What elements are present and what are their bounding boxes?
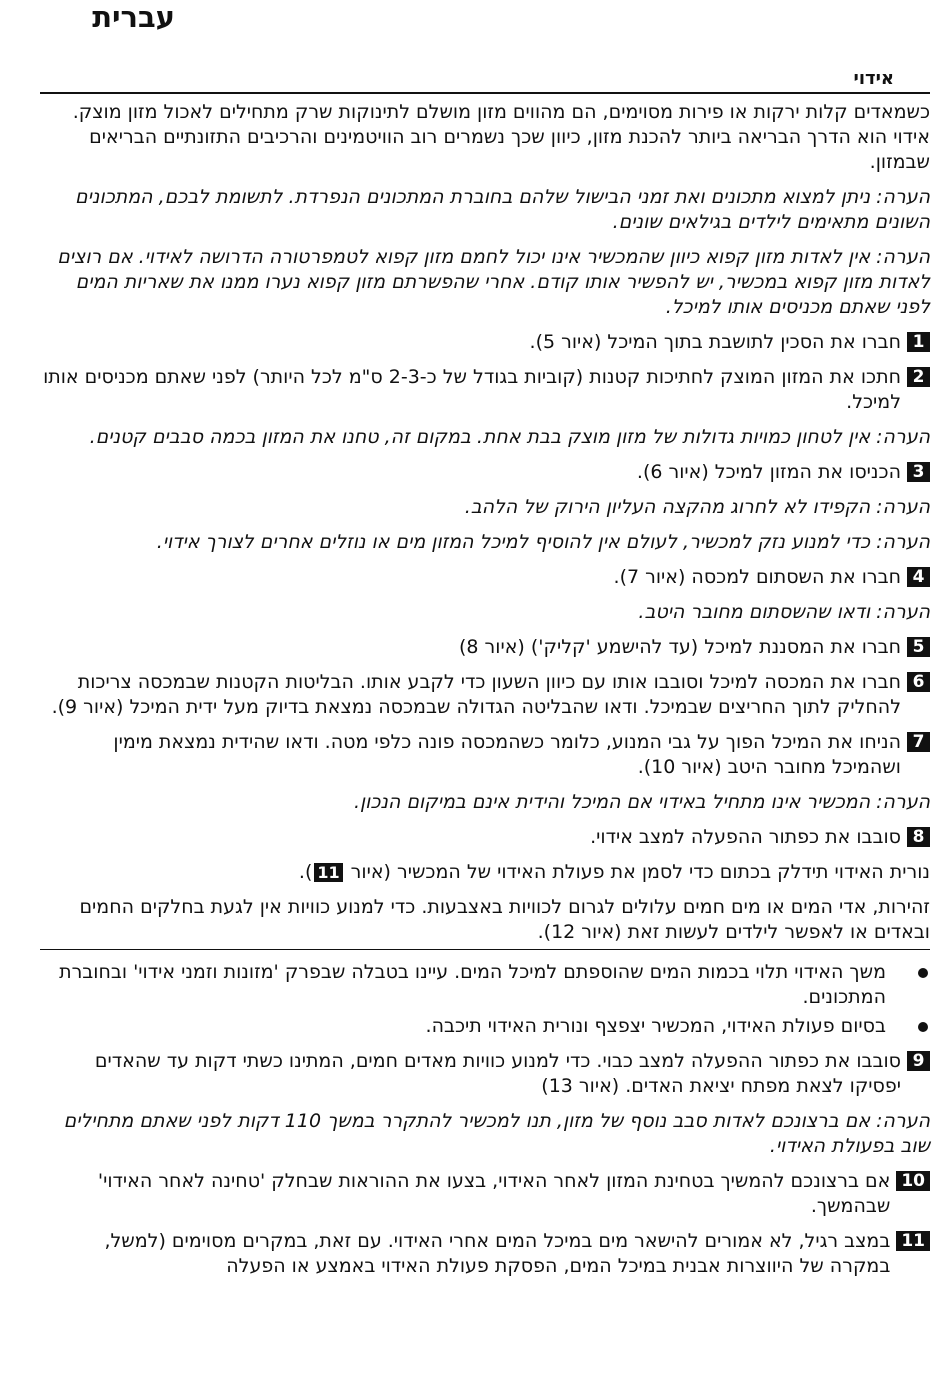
step-number: 8 xyxy=(907,827,930,847)
note-grinding: הערה: אין לטחון כמויות גדולות של מזון מוצק בבת אחת. במקום זה, טחנו את המזון בכמה סבבים קטנים. xyxy=(89,426,930,448)
step-text: סובבו את כפתור ההפעלה למצב אידוי. xyxy=(590,826,901,848)
note-frozen-food: הערה: אין לאדות מזון קפוא כיוון שהמכשיר אינו יכול לחמם מזון קפוא לטמפרטורה הדרושה לאידוי. אם רוצים לאדות מזון קפוא במכשיר, יש להפשיר אותו קודם. אחרי שהפשרתם מזון קפוא נערו ממנו את שאריות המים לפני שאתם מכניסים אותו למיכל. xyxy=(57,246,930,318)
step-number: 10 xyxy=(896,1171,930,1191)
step-number: 5 xyxy=(907,637,930,657)
step-5 xyxy=(40,635,930,660)
step-number: 9 xyxy=(907,1051,930,1071)
step-4 xyxy=(40,565,930,590)
step-text: חתכו את המזון המוצק לחתיכות קטנות (קוביות בגודל של כ-2-3 ס"מ לכל היותר) לפני שאתם מכניסים אותו למיכל. xyxy=(43,366,901,413)
step-text: חברו את המסננת למיכל (עד להישמע 'קליק') (איור 8) xyxy=(459,636,901,658)
bullet-list xyxy=(40,960,930,1039)
indicator-text-end: ). xyxy=(298,861,313,883)
step-text: הניחו את המיכל הפוך על גבי המנוע, כלומר כשהמכסה פונה כלפי מטה. ודאו שהידית נמצאת מימין ושהמיכל מחובר היטב (איור 10). xyxy=(113,731,901,778)
step-9 xyxy=(40,1049,930,1099)
figure-number-badge: 11 xyxy=(314,863,342,882)
step-text: חברו את השסתום למכסה (איור 7). xyxy=(613,566,901,588)
step-7 xyxy=(40,730,930,780)
intro-paragraph: כשמאדים קלות ירקות או פירות מסוימים, הם מהווים מזון מושלם לתינוקות שרק מתחילים לאכול מזון מוצק. אידוי הוא הדרך הבריאה ביותר להכנת מזון, כיוון שכך נשמרים רוב הוויטמינים והרכיבים התזונתיים הבריאים שבמזון. xyxy=(72,101,930,173)
note-position: הערה: המכשיר אינו מתחיל באידוי אם המיכל והידית אינם במיקום הנכון. xyxy=(353,791,930,813)
section-title: אידוי xyxy=(853,68,894,89)
indicator-text: נורית האידוי תידלק בכתום כדי לסמן את פעולת האידוי של המכשיר (איור xyxy=(344,861,930,883)
step-number: 7 xyxy=(907,732,930,752)
bullet-item: משך האידוי תלוי בכמות המים שהוספתם למיכל המים. עיינו בטבלה שבפרק 'מזונות וזמני אידוי' ובחוברת המתכונים. xyxy=(40,960,930,1010)
step-text: הכניסו את המזון למיכל (איור 6). xyxy=(636,461,901,483)
content xyxy=(40,100,930,1289)
step-text: במצב רגיל, לא אמורים להישאר מים במיכל המים אחרי האידוי. עם זאת, במקרים מסוימים (למשל, במקרה של היווצרות אבנית במיכל המים, הפסקת פעולת האידוי באמצע או הפעלה xyxy=(104,1230,891,1277)
step-number: 2 xyxy=(907,367,930,387)
step-8 xyxy=(40,825,930,850)
step-11 xyxy=(40,1229,930,1279)
step-text: סובבו את כפתור ההפעלה למצב כבוי. כדי למנוע כוויות מאדים חמים, המתינו כשתי דקות עד שהאדים יפסיקו לצאת מפתח יציאת האדים. (איור 13) xyxy=(94,1050,901,1097)
note-recipes: הערה: ניתן למצוא מתכונים ואת זמני הבישול שלהם בחוברת המתכונים הנפרדת. לתשומת לבכם, המתכונים השונים מתאימים לילדים בגילאים שונים. xyxy=(75,186,930,233)
indicator-paragraph xyxy=(40,860,930,885)
step-text: אם ברצונכם להמשיך בטחינת המזון לאחר האידוי, בצעו את ההוראות שבחלק 'טחינה לאחר האידוי' שבהמשך. xyxy=(97,1170,891,1217)
warning-paragraph: זהירות, אדי המים או מים חמים עלולים לגרום לכוויות באצבעות. כדי למנוע כוויות אין לגעת בחלקים החמים ובאדים או לאפשר לילדים לעשות זאת (איור 12). xyxy=(40,895,930,950)
note-valve: הערה: ודאו שהשסתום מחובר היטב. xyxy=(638,601,930,623)
step-number: 6 xyxy=(907,672,930,692)
step-text: חברו את המכסה למיכל וסובבו אותו עם כיוון השעון כדי לקבע אותו. הבליטות הקטנות שבמכסה צריכות להחליק לתוך החריצים שבמיכל. ודאו שהבליטה הגדולה שבמכסה נמצאת בדיוק מעל ידית המיכל (איור 9). xyxy=(51,671,901,718)
step-6 xyxy=(40,670,930,720)
step-number: 11 xyxy=(896,1231,930,1251)
note-cooldown: הערה: אם ברצונכם לאדות סבב נוסף של מזון, תנו למכשיר להתקרר במשך 110 דקות לפני שאתם מתחילים שוב בפעולת האידוי. xyxy=(63,1110,930,1157)
step-10 xyxy=(40,1169,930,1219)
step-number: 1 xyxy=(907,332,930,352)
note-no-liquids: הערה: כדי למנוע נזק למכשיר, לעולם אין להוסיף למיכל המזון מים או נוזלים אחרים לצורך אידוי. xyxy=(156,531,930,553)
bullet-item: בסיום פעולת האידוי, המכשיר יצפצף ונורית האידוי תיכבה. xyxy=(40,1014,930,1039)
step-number: 4 xyxy=(907,567,930,587)
note-blade: הערה: הקפידו לא לחרוג מהקצה העליון הירוק של הלהב. xyxy=(464,496,930,518)
language-title: עברית xyxy=(92,0,175,34)
step-2 xyxy=(40,365,930,415)
step-1 xyxy=(40,330,930,355)
step-number: 3 xyxy=(907,462,930,482)
step-text: חברו את הסכין לתושבת בתוך המיכל (איור 5). xyxy=(529,331,901,353)
step-3 xyxy=(40,460,930,485)
section-divider xyxy=(40,92,930,94)
